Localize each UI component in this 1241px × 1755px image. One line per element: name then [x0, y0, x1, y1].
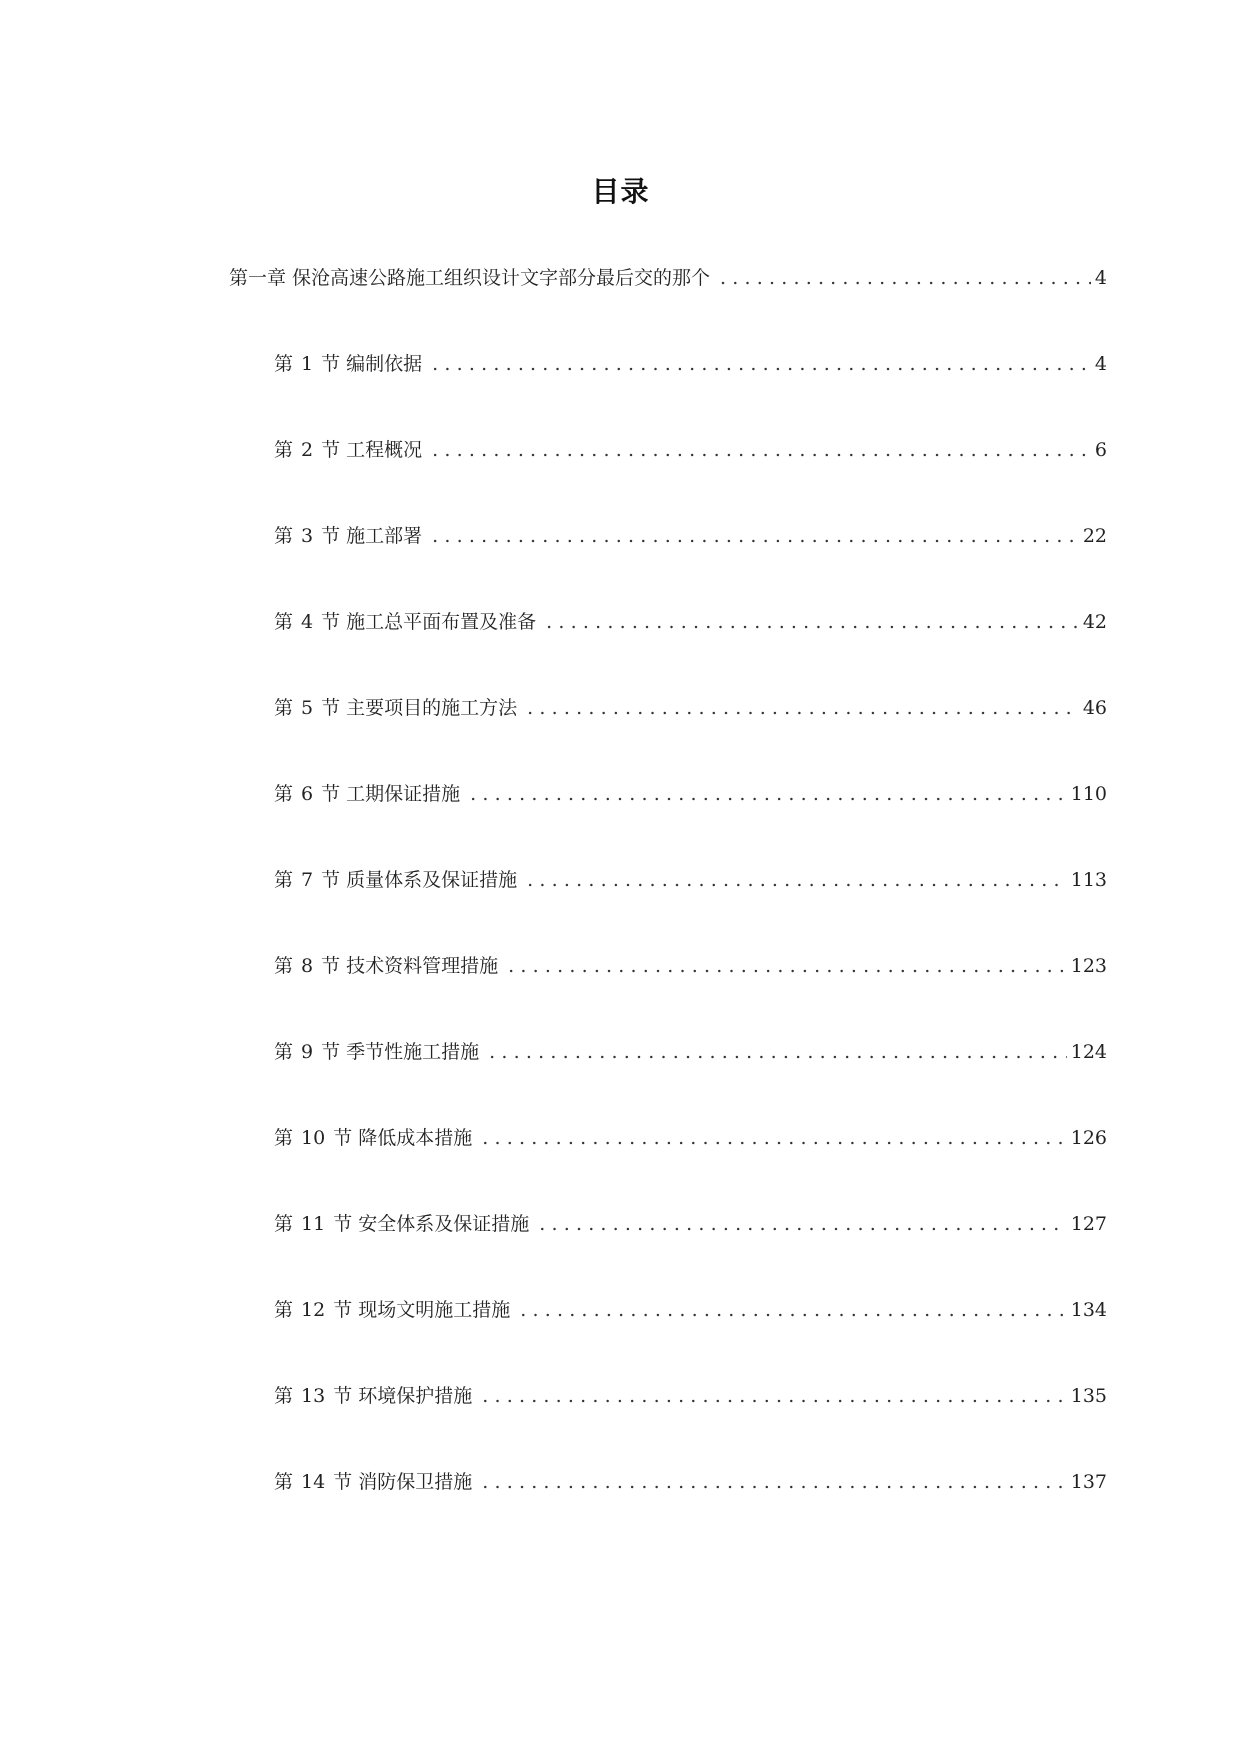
toc-section-title: 降低成本措施 — [358, 1127, 473, 1149]
toc-page-number: 135 — [1070, 1385, 1107, 1407]
toc-section-title: 质量体系及保证措施 — [346, 869, 518, 891]
toc-entry-section-12[interactable] — [274, 1297, 1107, 1323]
toc-entry-label — [274, 1039, 479, 1065]
toc-section-number: 7 — [301, 869, 314, 891]
toc-section-suffix: 节 — [321, 525, 341, 547]
toc-page-number: 42 — [1082, 611, 1107, 633]
dot-leader — [432, 351, 1091, 377]
toc-section-suffix: 节 — [321, 1041, 341, 1063]
toc-section-suffix: 节 — [321, 869, 341, 891]
toc-page-number: 22 — [1082, 525, 1107, 547]
toc-section-prefix: 第 — [274, 869, 294, 891]
toc-section-number: 2 — [301, 439, 314, 461]
toc-section-number: 10 — [301, 1127, 326, 1149]
dot-leader — [527, 695, 1079, 721]
toc-section-suffix: 节 — [333, 1299, 353, 1321]
toc-section-number: 5 — [301, 697, 314, 719]
toc-section-suffix: 节 — [321, 611, 341, 633]
toc-section-title: 季节性施工措施 — [346, 1041, 480, 1063]
toc-entry-label — [274, 523, 422, 549]
toc-chapter-title: 保沧高速公路施工组织设计文字部分最后交的那个 — [292, 267, 711, 289]
toc-section-prefix: 第 — [274, 1299, 294, 1321]
dot-leader — [482, 1125, 1067, 1151]
toc-section-prefix: 第 — [274, 525, 294, 547]
toc-section-suffix: 节 — [333, 1213, 353, 1235]
toc-section-number: 13 — [301, 1385, 326, 1407]
toc-section-suffix: 节 — [321, 955, 341, 977]
toc-section-number: 12 — [301, 1299, 326, 1321]
toc-page-number: 137 — [1070, 1471, 1107, 1493]
toc-entry-section-2[interactable] — [274, 437, 1107, 463]
toc-section-number: 11 — [301, 1213, 326, 1235]
toc-page-number: 126 — [1070, 1127, 1107, 1149]
dot-leader — [470, 781, 1067, 807]
toc-section-prefix: 第 — [274, 439, 294, 461]
dot-leader — [720, 265, 1091, 291]
toc-entry-section-3[interactable] — [274, 523, 1107, 549]
toc-chapter-prefix: 第一章 — [229, 267, 287, 289]
toc-section-title: 技术资料管理措施 — [346, 955, 499, 977]
toc-entry-label — [229, 265, 710, 291]
toc-section-title: 施工总平面布置及准备 — [346, 611, 537, 633]
toc-section-title: 施工部署 — [346, 525, 423, 547]
toc-section-title: 编制依据 — [346, 353, 423, 375]
toc-section-title: 主要项目的施工方法 — [346, 697, 518, 719]
toc-entry-section-8[interactable] — [274, 953, 1107, 979]
toc-entry-section-5[interactable] — [274, 695, 1107, 721]
dot-leader — [546, 609, 1079, 635]
toc-section-title: 消防保卫措施 — [358, 1471, 473, 1493]
toc-section-prefix: 第 — [274, 1041, 294, 1063]
toc-entry-label — [274, 953, 498, 979]
toc-section-title: 工期保证措施 — [346, 783, 461, 805]
dot-leader — [527, 867, 1067, 893]
dot-leader — [482, 1469, 1067, 1495]
toc-section-prefix: 第 — [274, 955, 294, 977]
dot-leader — [432, 437, 1091, 463]
toc-entry-section-4[interactable] — [274, 609, 1107, 635]
toc-entry-section-9[interactable] — [274, 1039, 1107, 1065]
toc-entry-label — [274, 437, 422, 463]
toc-entry-label — [274, 1383, 472, 1409]
toc-section-title: 安全体系及保证措施 — [358, 1213, 530, 1235]
toc-section-prefix: 第 — [274, 1127, 294, 1149]
toc-section-suffix: 节 — [321, 783, 341, 805]
dot-leader — [539, 1211, 1067, 1237]
toc-entry-section-11[interactable] — [274, 1211, 1107, 1237]
toc-entry-section-7[interactable] — [274, 867, 1107, 893]
toc-entry-section-14[interactable] — [274, 1469, 1107, 1495]
toc-section-prefix: 第 — [274, 611, 294, 633]
toc-page-number: 123 — [1070, 955, 1107, 977]
toc-entry-chapter-1[interactable] — [229, 265, 1107, 291]
toc-section-number: 9 — [301, 1041, 314, 1063]
toc-section-suffix: 节 — [333, 1471, 353, 1493]
toc-section-prefix: 第 — [274, 1471, 294, 1493]
toc-section-prefix: 第 — [274, 353, 294, 375]
toc-entry-label — [274, 867, 517, 893]
dot-leader — [432, 523, 1079, 549]
toc-section-suffix: 节 — [333, 1385, 353, 1407]
toc-entry-section-1[interactable] — [274, 351, 1107, 377]
toc-entry-label — [274, 695, 517, 721]
dot-leader — [482, 1383, 1067, 1409]
toc-section-title: 工程概况 — [346, 439, 423, 461]
toc-entry-label — [274, 1469, 472, 1495]
toc-section-title: 环境保护措施 — [358, 1385, 473, 1407]
toc-section-suffix: 节 — [321, 353, 341, 375]
toc-section-prefix: 第 — [274, 1213, 294, 1235]
toc-entry-section-6[interactable] — [274, 781, 1107, 807]
toc-page-number: 134 — [1070, 1299, 1107, 1321]
toc-entry-section-10[interactable] — [274, 1125, 1107, 1151]
toc-section-suffix: 节 — [333, 1127, 353, 1149]
toc-page-number: 113 — [1070, 869, 1107, 891]
toc-section-prefix: 第 — [274, 1385, 294, 1407]
toc-page-number: 127 — [1070, 1213, 1107, 1235]
toc-entry-label — [274, 781, 460, 807]
toc-page-number: 124 — [1070, 1041, 1107, 1063]
toc-entry-label — [274, 609, 536, 635]
toc-section-title: 现场文明施工措施 — [358, 1299, 511, 1321]
toc-section-number: 8 — [301, 955, 314, 977]
dot-leader — [508, 953, 1067, 979]
toc-page-number: 4 — [1094, 267, 1107, 289]
toc-section-number: 4 — [301, 611, 314, 633]
toc-entry-label — [274, 351, 422, 377]
toc-section-number: 3 — [301, 525, 314, 547]
toc-entry-section-13[interactable] — [274, 1383, 1107, 1409]
toc-section-prefix: 第 — [274, 697, 294, 719]
dot-leader — [489, 1039, 1067, 1065]
toc-section-suffix: 节 — [321, 439, 341, 461]
toc-section-suffix: 节 — [321, 697, 341, 719]
dot-leader — [520, 1297, 1067, 1323]
toc-section-number: 6 — [301, 783, 314, 805]
page-title: 目录 — [591, 175, 650, 208]
toc-section-number: 1 — [301, 353, 314, 375]
toc-entry-label — [274, 1297, 510, 1323]
toc-entry-label — [274, 1125, 472, 1151]
toc-page-number: 110 — [1070, 783, 1107, 805]
toc-page-number: 46 — [1082, 697, 1107, 719]
toc-section-number: 14 — [301, 1471, 326, 1493]
toc-section-prefix: 第 — [274, 783, 294, 805]
toc-page-number: 4 — [1094, 353, 1107, 375]
toc-page-number: 6 — [1094, 439, 1107, 461]
toc-entry-label — [274, 1211, 529, 1237]
